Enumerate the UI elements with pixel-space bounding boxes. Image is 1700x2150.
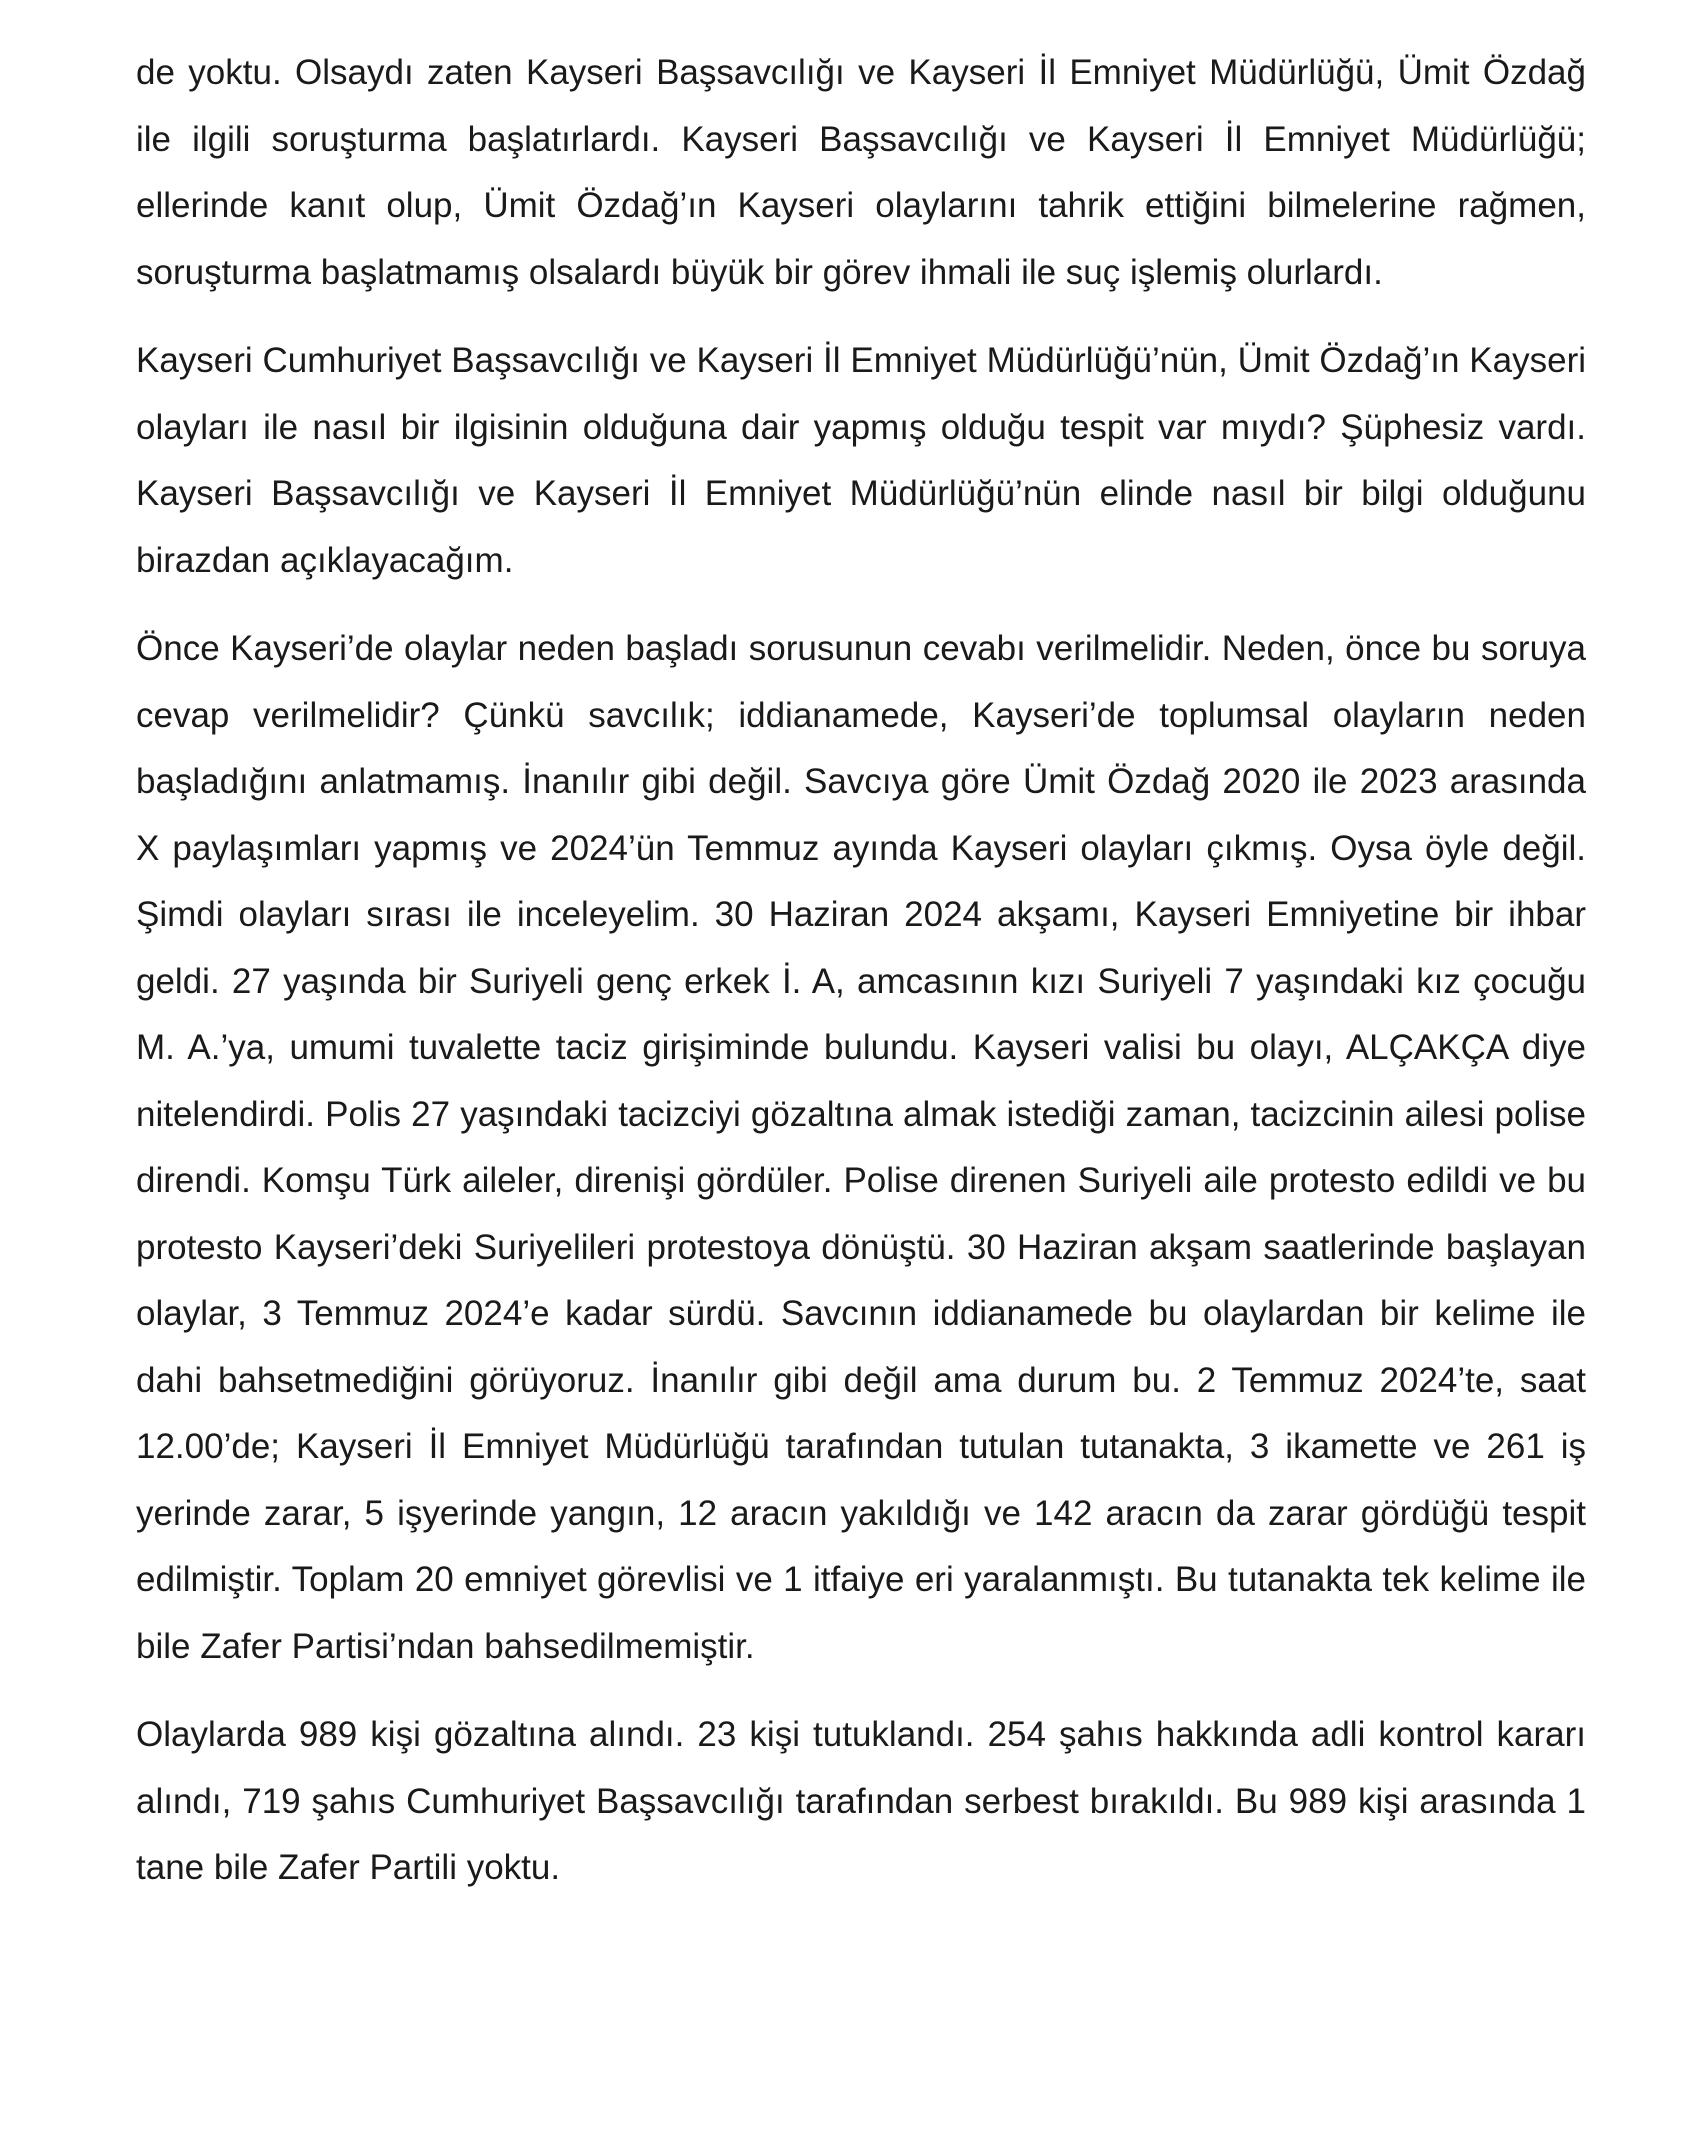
document-page	[136, 40, 1586, 1924]
paragraph-3: Önce Kayseri’de olaylar neden başladı sorusunun cevabı verilmelidir. Neden, önce bu soruya cevap verilmelidir? Çünkü savcılık; iddianamede, Kayseri’de toplumsal olayların neden başladığını anlatmamış. İnanılır gibi değil. Savcıya göre Ümit Özdağ 2020 ile 2023 arasında X paylaşımları yapmış ve 2024’ün Temmuz ayında Kayseri olayları çıkmış. Oysa öyle değil. Şimdi olayları sırası ile inceleyelim. 30 Haziran 2024 akşamı, Kayseri Emniyetine bir ihbar geldi. 27 yaşında bir Suriyeli genç erkek İ. A, amcasının kızı Suriyeli 7 yaşındaki kız çocuğu M. A.’ya, umumi tuvalette taciz girişiminde bulundu. Kayseri valisi bu olayı, ALÇAKÇA diye nitelendirdi. Polis 27 yaşındaki tacizciyi gözaltına almak istediği zaman, tacizcinin ailesi polise direndi. Komşu Türk aileler, direnişi gördüler. Polise direnen Suriyeli aile protesto edildi ve bu protesto Kayseri’deki Suriyelileri protestoya dönüştü. 30 Haziran akşam saatlerinde başlayan olaylar, 3 Temmuz 2024’e kadar sürdü. Savcının iddianamede bu olaylardan bir kelime ile dahi bahsetmediğini görüyoruz. İnanılır gibi değil ama durum bu. 2 Temmuz 2024’te, saat 12.00’de; Kayseri İl Emniyet Müdürlüğü tarafından tutulan tutanakta, 3 ikamette ve 261 iş yerinde zarar, 5 işyerinde yangın, 12 aracın yakıldığı ve 142 aracın da zarar gördüğü tespit edilmiştir. Toplam 20 emniyet görevlisi ve 1 itfaiye eri yaralanmıştı. Bu tutanakta tek kelime ile bile Zafer Partisi’ndan bahsedilmemiştir.	[136, 629, 1586, 1666]
paragraph-4: Olaylarda 989 kişi gözaltına alındı. 23 kişi tutuklandı. 254 şahıs hakkında adli kontrol kararı alındı, 719 şahıs Cumhuriyet Başsavcılığı tarafından serbest bırakıldı. Bu 989 kişi arasında 1 tane bile Zafer Partili yoktu.	[136, 1715, 1586, 1887]
paragraph-1: de yoktu. Olsaydı zaten Kayseri Başsavcılığı ve Kayseri İl Emniyet Müdürlüğü, Ümit Özdağ ile ilgili soruşturma başlatırlardı. Kayseri Başsavcılığı ve Kayseri İl Emniyet Müdürlüğü; ellerinde kanıt olup, Ümit Özdağ’ın Kayseri olaylarını tahrik ettiğini bilmelerine rağmen, soruşturma başlatmamış olsalardı büyük bir görev ihmali ile suç işlemiş olurlardı.	[136, 53, 1586, 292]
paragraph-2: Kayseri Cumhuriyet Başsavcılığı ve Kayseri İl Emniyet Müdürlüğü’nün, Ümit Özdağ’ın Kayseri olayları ile nasıl bir ilgisinin olduğuna dair yapmış olduğu tespit var mıydı? Şüphesiz vardı. Kayseri Başsavcılığı ve Kayseri İl Emniyet Müdürlüğü’nün elinde nasıl bir bilgi olduğunu birazdan açıklayacağım.	[136, 341, 1586, 580]
